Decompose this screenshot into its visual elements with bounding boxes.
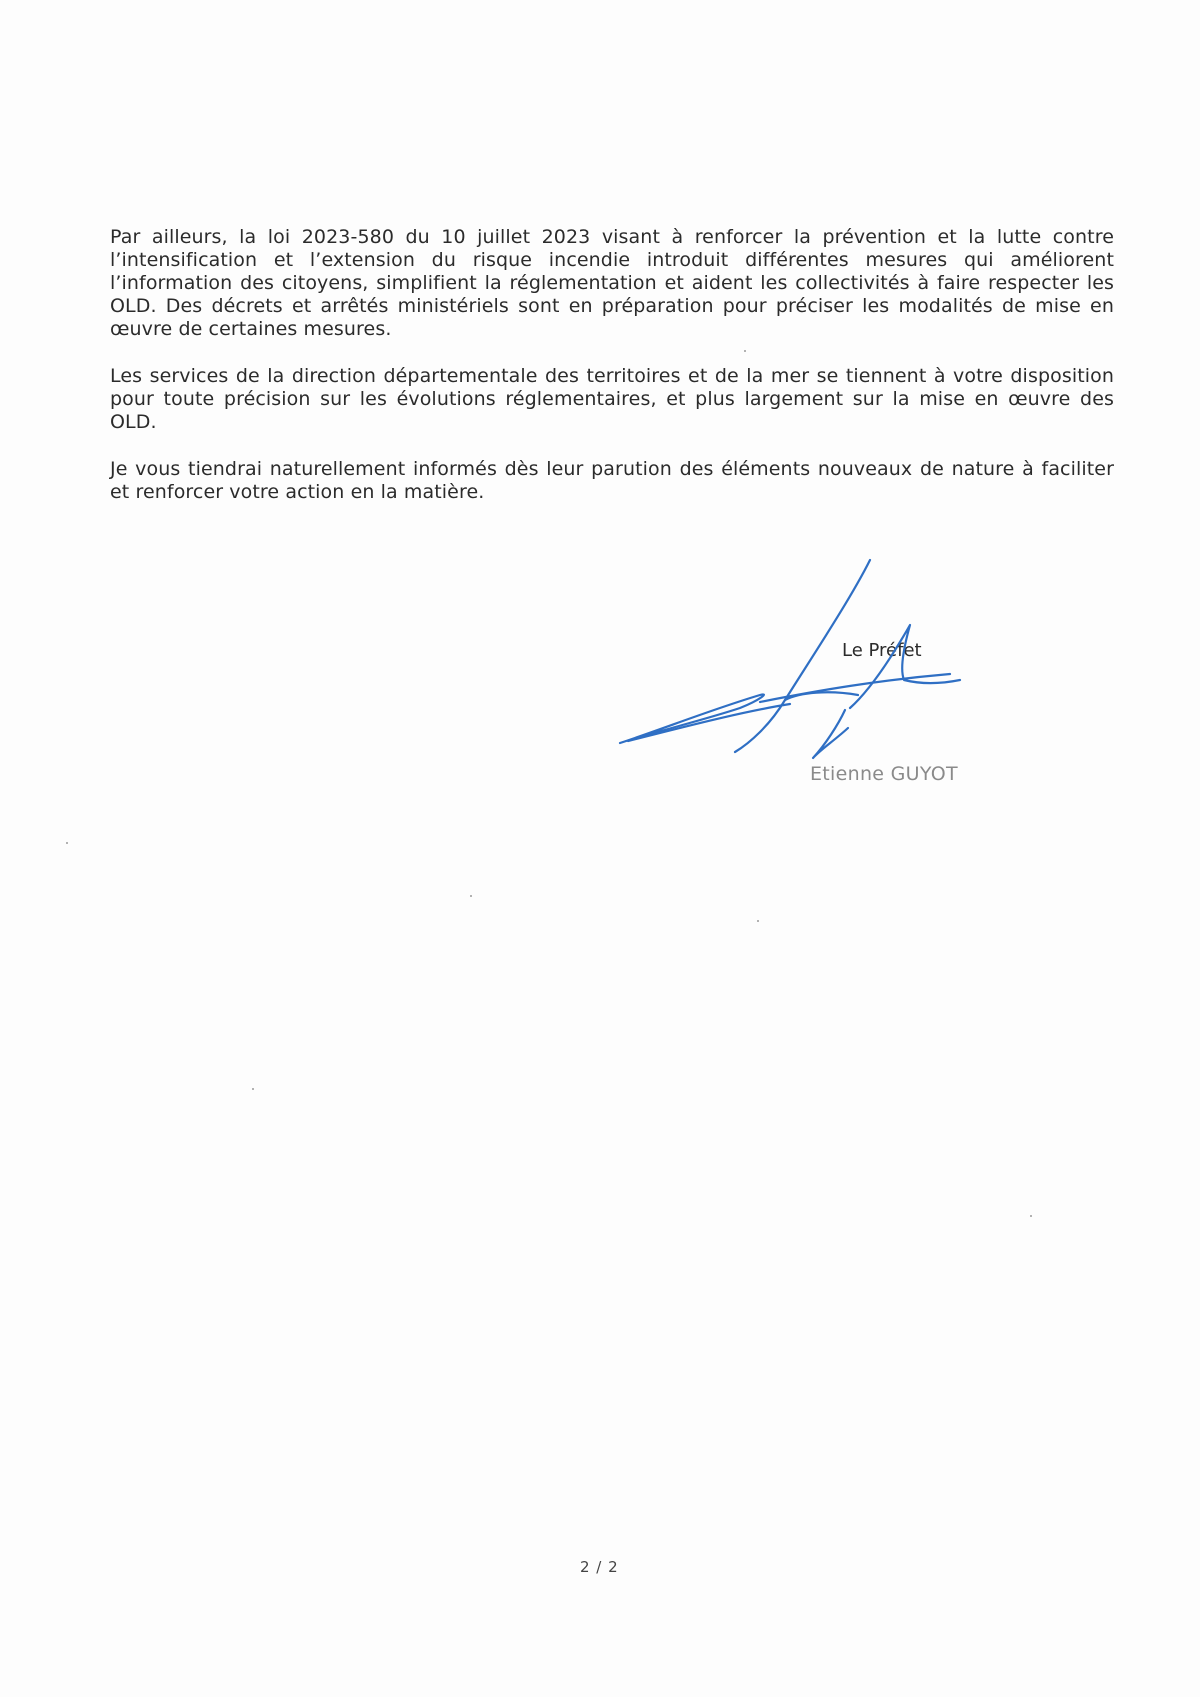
paragraph-prevention-law: Par ailleurs, la loi 2023-580 du 10 juillet 2023 visant à renforcer la prévention et la lutte contre l’intensification et l’extension du risque incendie introduit différentes mesures qui améliorent l’information des citoyens, simplifient la réglementation et aident les collectivités à faire respecter les OLD. Des décrets et arrêtés ministériels sont en préparation pour préciser les modalités de mise en œuvre de certaines mesures.: [110, 226, 1114, 340]
scan-speck: [1030, 1215, 1032, 1217]
scan-speck: [66, 842, 68, 844]
handwritten-signature: [620, 600, 1040, 800]
paragraph-ddtm-services: Les services de la direction départementale des territoires et de la mer se tiennent à votre disposition pour toute précision sur les évolutions réglementaires, et plus largement sur la mise en œuvre des OLD.: [110, 365, 1114, 433]
scan-speck: [470, 895, 472, 897]
signer-name: Etienne GUYOT: [810, 763, 958, 785]
paragraph-closing: Je vous tiendrai naturellement informés dès leur parution des éléments nouveaux de nature à faciliter et renforcer votre action en la matière.: [110, 458, 1114, 503]
page-number: 2 / 2: [580, 1558, 619, 1576]
signature-block: [620, 600, 1040, 800]
scan-speck: [252, 1088, 254, 1090]
scan-speck: [757, 920, 759, 922]
letter-body: [110, 226, 1114, 528]
scan-speck: [744, 350, 746, 352]
signer-title: Le Préfet: [842, 640, 922, 661]
